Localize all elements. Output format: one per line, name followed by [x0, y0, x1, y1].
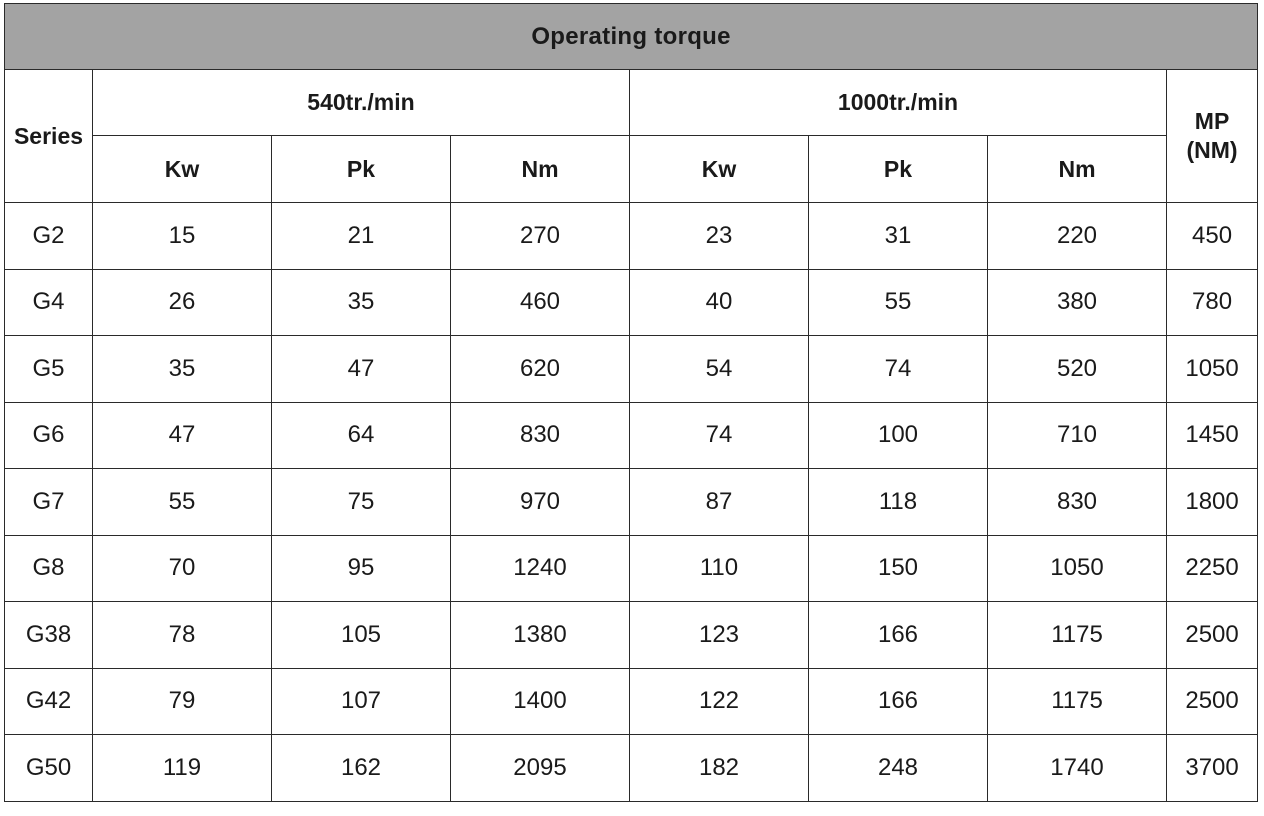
series-cell: G6 [5, 402, 93, 469]
operating-torque-sheet [4, 3, 1257, 802]
nm-1000-cell: 830 [988, 469, 1167, 536]
series-cell: G7 [5, 469, 93, 536]
kw-540-cell: 70 [93, 535, 272, 602]
series-cell: G8 [5, 535, 93, 602]
sub-header-pk-540: Pk [272, 136, 451, 203]
nm-540-cell: 1240 [451, 535, 630, 602]
pk-540-cell: 64 [272, 402, 451, 469]
mp-cell: 2500 [1167, 668, 1258, 735]
mp-cell: 2500 [1167, 602, 1258, 669]
mp-cell: 1050 [1167, 336, 1258, 403]
kw-540-cell: 79 [93, 668, 272, 735]
sub-header-row [5, 136, 1258, 203]
series-cell: G50 [5, 735, 93, 802]
nm-1000-cell: 1740 [988, 735, 1167, 802]
series-cell: G5 [5, 336, 93, 403]
sub-header-kw-1000: Kw [630, 136, 809, 203]
nm-540-cell: 620 [451, 336, 630, 403]
pk-540-cell: 75 [272, 469, 451, 536]
table-row [5, 602, 1258, 669]
table-row [5, 735, 1258, 802]
nm-540-cell: 1400 [451, 668, 630, 735]
nm-540-cell: 460 [451, 269, 630, 336]
kw-1000-cell: 110 [630, 535, 809, 602]
table-row [5, 269, 1258, 336]
series-cell: G4 [5, 269, 93, 336]
kw-1000-cell: 74 [630, 402, 809, 469]
pk-540-cell: 95 [272, 535, 451, 602]
kw-540-cell: 26 [93, 269, 272, 336]
sub-header-nm-540: Nm [451, 136, 630, 203]
table-row [5, 668, 1258, 735]
group-header-540: 540tr./min [93, 70, 630, 136]
pk-1000-cell: 74 [809, 336, 988, 403]
kw-1000-cell: 182 [630, 735, 809, 802]
series-cell: G2 [5, 203, 93, 270]
mp-cell: 450 [1167, 203, 1258, 270]
table-body [5, 203, 1258, 802]
caption-row [5, 4, 1258, 70]
nm-1000-cell: 520 [988, 336, 1167, 403]
nm-1000-cell: 220 [988, 203, 1167, 270]
table-row [5, 203, 1258, 270]
mp-cell: 1800 [1167, 469, 1258, 536]
kw-540-cell: 15 [93, 203, 272, 270]
kw-540-cell: 47 [93, 402, 272, 469]
nm-1000-cell: 710 [988, 402, 1167, 469]
table-row [5, 535, 1258, 602]
nm-1000-cell: 1175 [988, 602, 1167, 669]
kw-1000-cell: 87 [630, 469, 809, 536]
kw-1000-cell: 54 [630, 336, 809, 403]
mp-cell: 2250 [1167, 535, 1258, 602]
mp-header-line1: MP [1194, 108, 1230, 134]
group-header-1000: 1000tr./min [630, 70, 1167, 136]
pk-540-cell: 35 [272, 269, 451, 336]
sub-header-nm-1000: Nm [988, 136, 1167, 203]
nm-540-cell: 270 [451, 203, 630, 270]
nm-540-cell: 970 [451, 469, 630, 536]
series-cell: G38 [5, 602, 93, 669]
pk-540-cell: 21 [272, 203, 451, 270]
pk-540-cell: 47 [272, 336, 451, 403]
table-row [5, 469, 1258, 536]
table-caption: Operating torque [5, 4, 1258, 70]
table-row [5, 402, 1258, 469]
mp-cell: 3700 [1167, 735, 1258, 802]
pk-540-cell: 107 [272, 668, 451, 735]
pk-1000-cell: 100 [809, 402, 988, 469]
sub-header-kw-540: Kw [93, 136, 272, 203]
table-row [5, 336, 1258, 403]
kw-1000-cell: 122 [630, 668, 809, 735]
mp-header-line2: (NM) [1186, 137, 1238, 163]
mp-cell: 1450 [1167, 402, 1258, 469]
nm-540-cell: 2095 [451, 735, 630, 802]
pk-1000-cell: 150 [809, 535, 988, 602]
kw-1000-cell: 23 [630, 203, 809, 270]
pk-1000-cell: 55 [809, 269, 988, 336]
kw-540-cell: 119 [93, 735, 272, 802]
pk-1000-cell: 31 [809, 203, 988, 270]
kw-540-cell: 55 [93, 469, 272, 536]
kw-1000-cell: 40 [630, 269, 809, 336]
kw-1000-cell: 123 [630, 602, 809, 669]
nm-1000-cell: 380 [988, 269, 1167, 336]
group-header-row [5, 70, 1258, 136]
mp-cell: 780 [1167, 269, 1258, 336]
pk-1000-cell: 166 [809, 602, 988, 669]
kw-540-cell: 78 [93, 602, 272, 669]
nm-540-cell: 830 [451, 402, 630, 469]
pk-1000-cell: 118 [809, 469, 988, 536]
series-cell: G42 [5, 668, 93, 735]
pk-1000-cell: 166 [809, 668, 988, 735]
nm-1000-cell: 1050 [988, 535, 1167, 602]
pk-1000-cell: 248 [809, 735, 988, 802]
operating-torque-table [4, 3, 1258, 802]
pk-540-cell: 162 [272, 735, 451, 802]
nm-1000-cell: 1175 [988, 668, 1167, 735]
series-header: Series [5, 70, 93, 203]
nm-540-cell: 1380 [451, 602, 630, 669]
mp-header [1167, 70, 1258, 203]
pk-540-cell: 105 [272, 602, 451, 669]
kw-540-cell: 35 [93, 336, 272, 403]
sub-header-pk-1000: Pk [809, 136, 988, 203]
